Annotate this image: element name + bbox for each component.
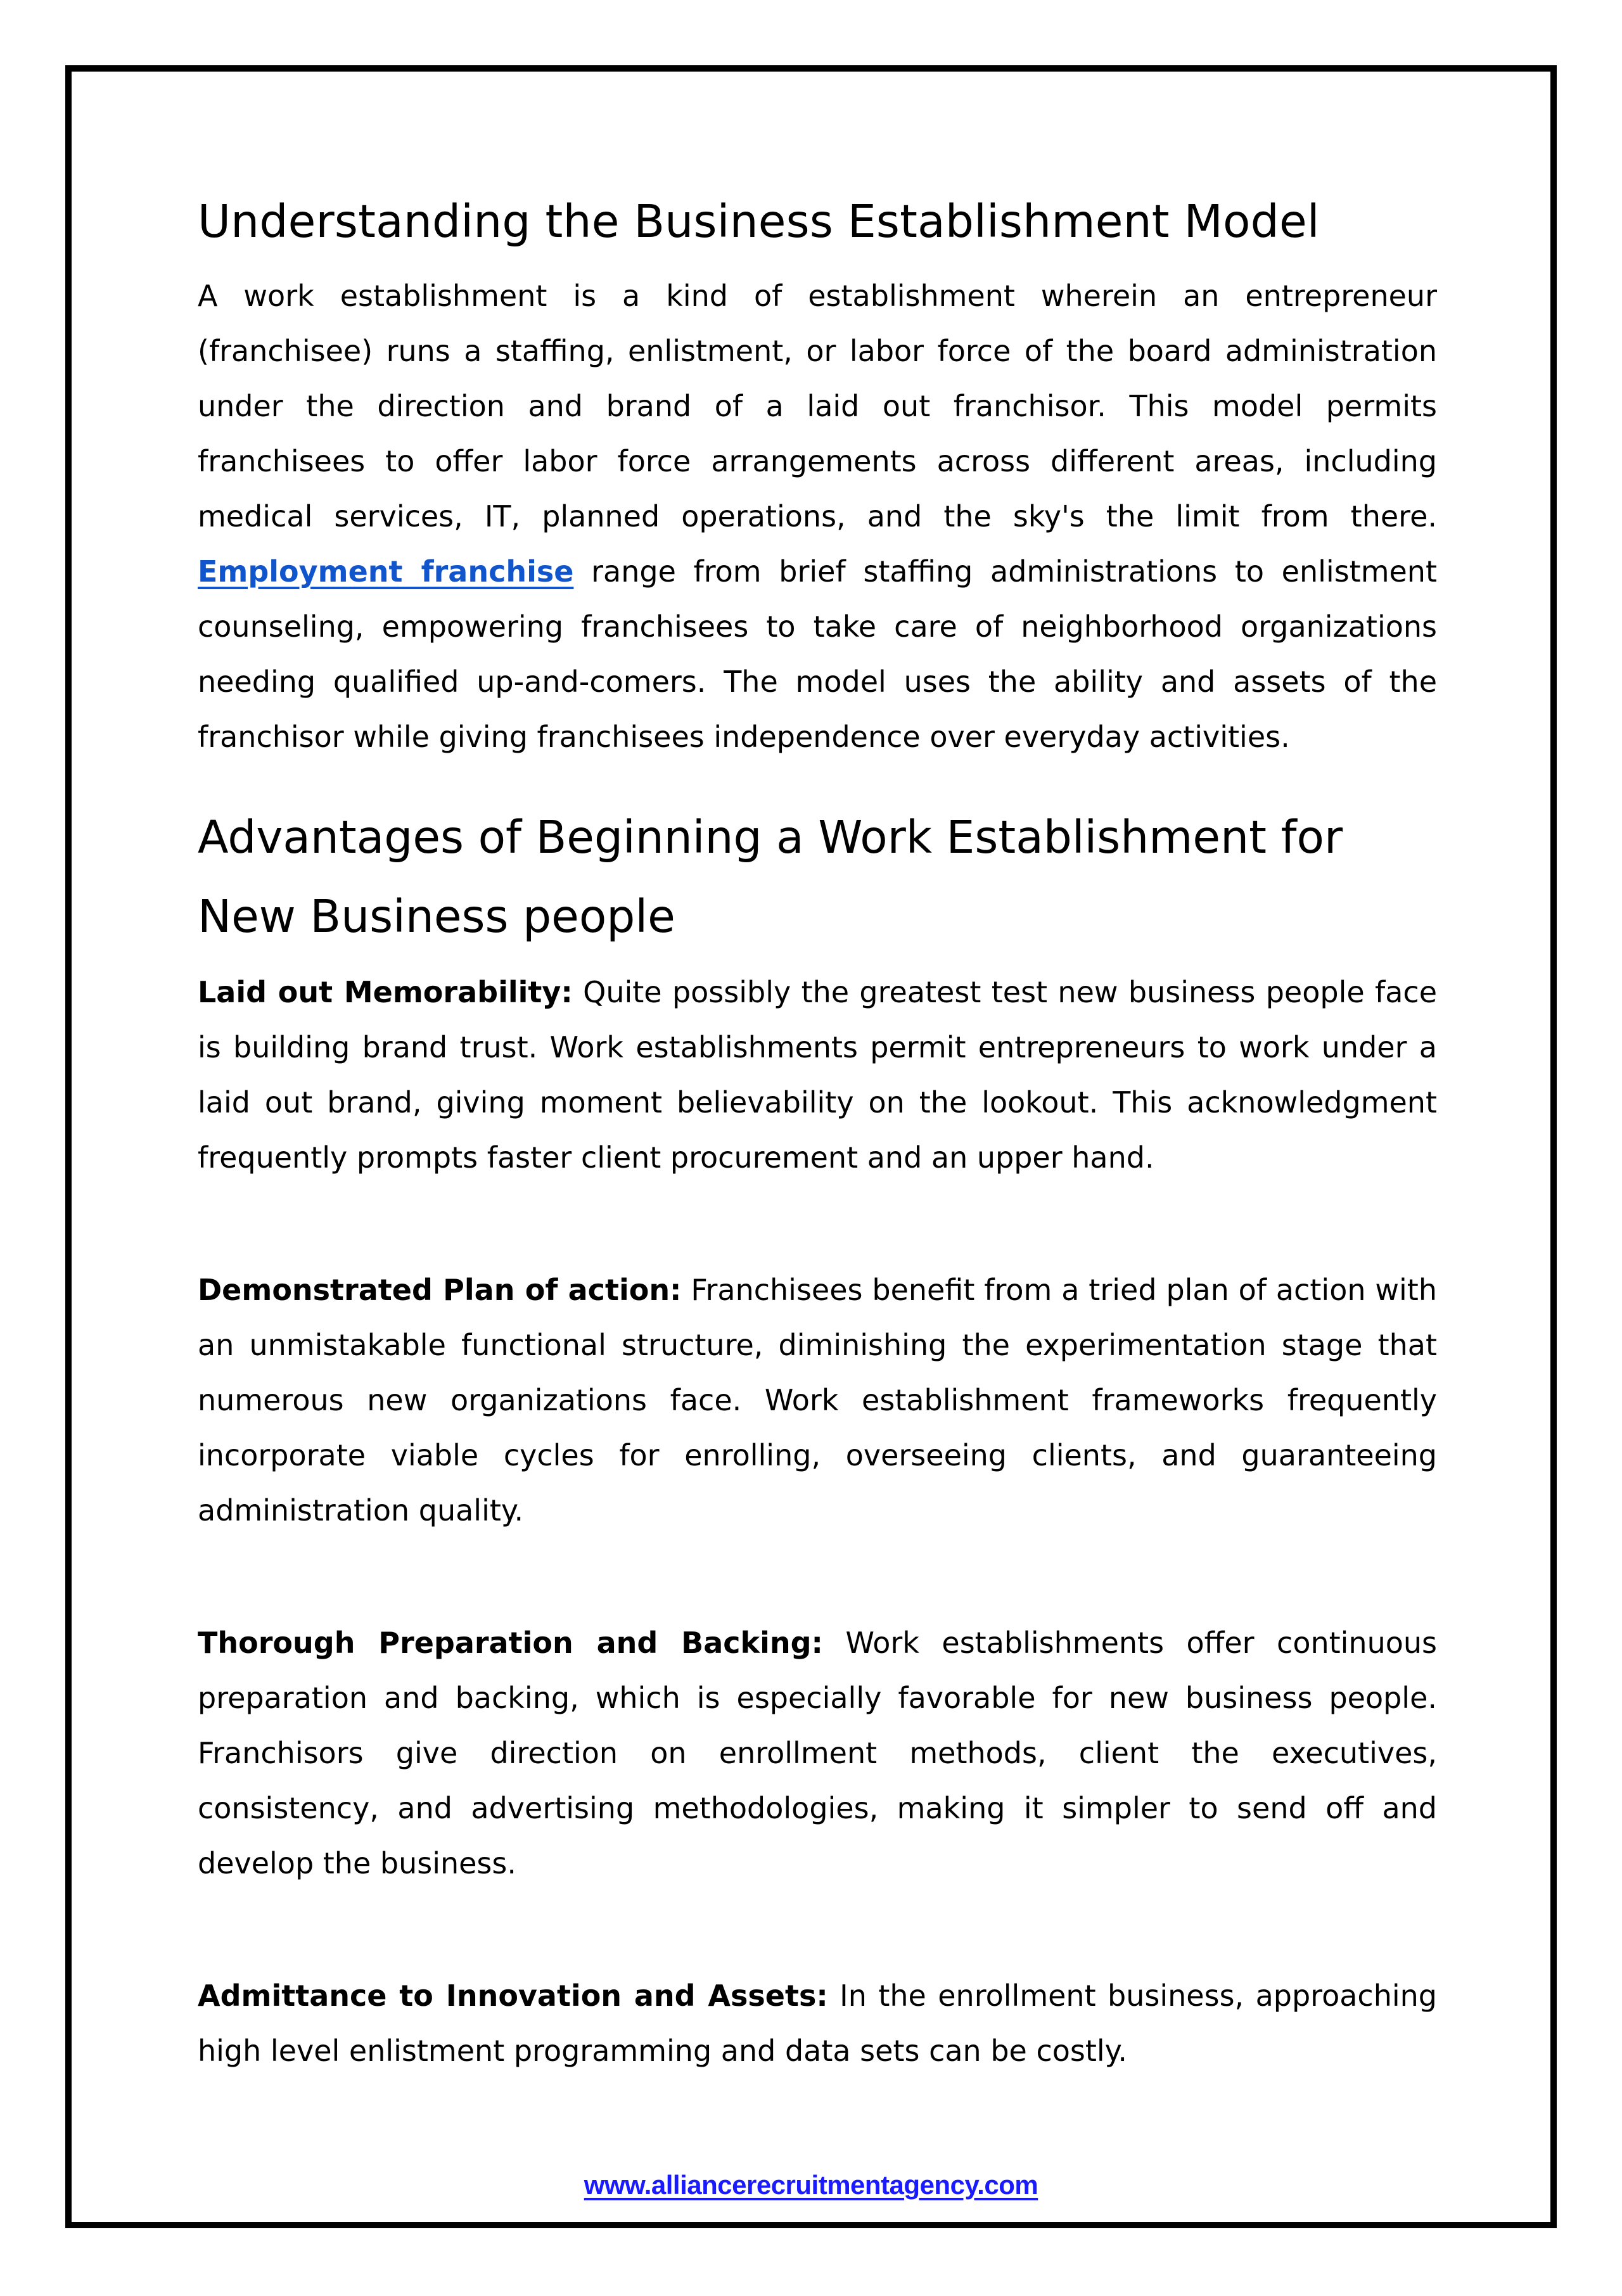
footer-website-link[interactable]: www.alliancerecruitmentagency.com — [584, 2170, 1038, 2200]
section-heading-advantages: Advantages of Beginning a Work Establishment for New Business people — [198, 811, 1343, 943]
section-heading-business-model: Understanding the Business Establishment Model — [198, 195, 1320, 248]
intro-text-after-link: range from brief staffing administrations to enlistment counseling, empowering franchisees to take care of neighborhood organizations needing qualified up-and-comers. The model uses the ability and assets of the franchisor while giving franchisees independence over everyday activities. — [198, 554, 1438, 754]
document-body — [198, 184, 1437, 2079]
intro-text-before-link: A work establishment is a kind of establishment wherein an entrepreneur (franchisee) runs a staffing, enlistment, or labor force of the board administration under the direction and brand of a laid out franchisor. This model permits franchisees to offer labor force arrangements across different areas, including medical services, IT, planned operations, and the sky's the limit from there. — [198, 279, 1437, 533]
advantage-text: Quite possibly the greatest test new business people face is building brand trust. Work establishments permit entrepreneurs to work under a laid out brand, giving moment believability on the lookout. This acknowledgment frequently prompts faster client procurement and an upper hand. — [198, 975, 1437, 1175]
advantage-title: Thorough Preparation and Backing: — [198, 1626, 823, 1660]
advantage-paragraph-memorability — [198, 965, 1437, 1185]
intro-paragraph — [198, 269, 1437, 765]
advantage-text: In the enrollment business, approaching high level enlistment programming and data sets can be costly. — [198, 1979, 1437, 2068]
employment-franchise-link[interactable]: Employment franchise — [198, 554, 574, 589]
advantage-text: Franchisees benefit from a tried plan of action with an unmistakable functional structure, diminishing the experimentation stage that numerous new organizations face. Work establishment frameworks frequently incorporate viable cycles for enrolling, overseeing clients, and guaranteeing administration quality. — [198, 1273, 1437, 1527]
advantage-paragraph-innovation-assets — [198, 1968, 1437, 2079]
advantage-title: Admittance to Innovation and Assets: — [198, 1979, 828, 2013]
advantage-paragraph-preparation-backing — [198, 1616, 1437, 1891]
advantage-title: Laid out Memorability: — [198, 975, 573, 1009]
advantage-text: Work establishments offer continuous preparation and backing, which is especially favorable for new business people. Franchisors give direction on enrollment methods, client the executives, consistency, and advertising methodologies, making it simpler to send off and develop the business. — [198, 1626, 1438, 1880]
advantage-paragraph-plan-of-action — [198, 1263, 1437, 1538]
advantage-title: Demonstrated Plan of action: — [198, 1273, 682, 1307]
page-footer — [0, 2170, 1622, 2200]
